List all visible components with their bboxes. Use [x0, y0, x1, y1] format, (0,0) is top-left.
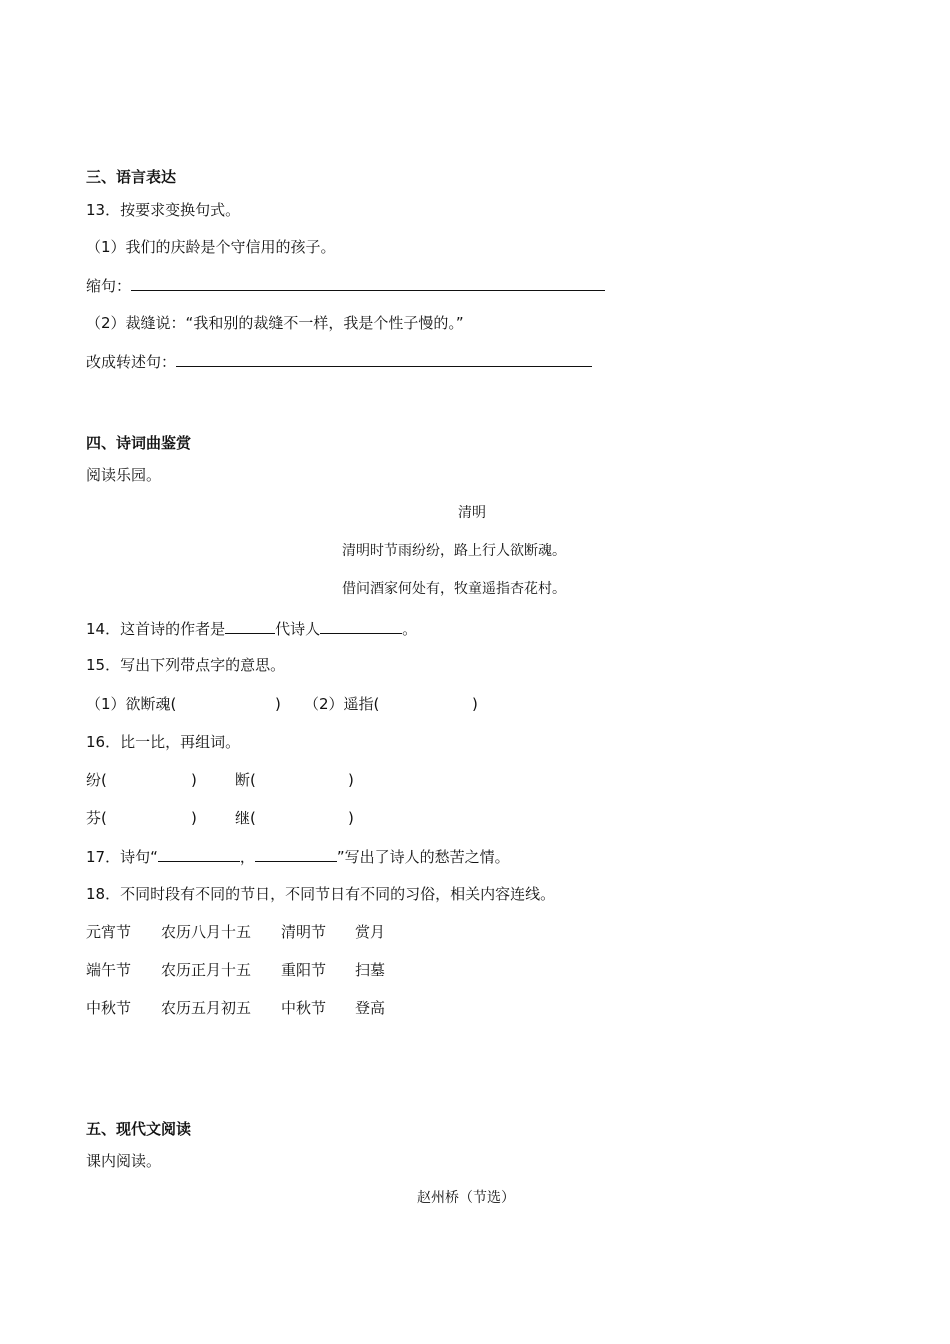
q17-blank-1 [158, 846, 240, 862]
reading-intro: 阅读乐园。 [86, 466, 162, 484]
q16-char-3: 芬( [86, 809, 107, 827]
q17-blank-2 [255, 846, 337, 862]
table-cell: 登高 [355, 999, 386, 1017]
q14-text-post: 。 [402, 620, 418, 638]
q15-item-1-close: ) [275, 695, 281, 713]
table-cell: 端午节 [86, 961, 132, 979]
question-13-part-2: （2）裁缝说：“我和别的裁缝不一样，我是个性子慢的。” [86, 314, 464, 332]
question-13-part-1-answer [86, 275, 605, 296]
poem-line-2: 借问酒家何处有，牧童遥指杏花村。 [342, 581, 566, 597]
question-13: 13．按要求变换句式。 [86, 201, 241, 219]
section-heading-modern-reading: 五、现代文阅读 [86, 1120, 192, 1138]
q17-text-mid: ， [239, 848, 255, 866]
answer-blank [176, 351, 592, 367]
q17-text-post: ”写出了诗人的愁苦之情。 [336, 848, 510, 866]
question-16: 16．比一比，再组词。 [86, 733, 241, 751]
q14-text-mid: 代诗人 [275, 620, 321, 638]
table-cell: 农历五月初五 [161, 999, 252, 1017]
question-17 [86, 846, 510, 867]
poem-title: 清明 [458, 505, 486, 521]
q14-blank-dynasty [225, 618, 275, 634]
section-heading-poetry: 四、诗词曲鉴赏 [86, 434, 192, 452]
q16-char-4: 继( [235, 809, 256, 827]
poem-line-1: 清明时节雨纷纷，路上行人欲断魂。 [342, 543, 566, 559]
question-13-part-2-answer [86, 351, 592, 372]
table-cell: 中秋节 [281, 999, 327, 1017]
answer-label: 改成转述句： [86, 353, 177, 371]
q16-char-1-close: ) [191, 771, 197, 789]
q15-item-2: （2）遥指( [304, 695, 380, 713]
q16-char-3-close: ) [191, 809, 197, 827]
question-14 [86, 618, 417, 639]
passage-title: 赵州桥（节选） [417, 1190, 515, 1206]
table-cell: 农历八月十五 [161, 923, 252, 941]
reading-intro-in-class: 课内阅读。 [86, 1152, 162, 1170]
answer-blank [131, 275, 605, 291]
q14-blank-poet [320, 618, 402, 634]
table-cell: 农历正月十五 [161, 961, 252, 979]
question-13-part-1: （1）我们的庆龄是个守信用的孩子。 [86, 238, 336, 256]
q16-char-2: 断( [235, 771, 256, 789]
section-heading-language-expression: 三、语言表达 [86, 168, 177, 186]
q16-char-4-close: ) [348, 809, 354, 827]
table-cell: 赏月 [355, 923, 386, 941]
table-cell: 清明节 [281, 923, 327, 941]
q15-item-2-close: ) [472, 695, 478, 713]
question-15: 15．写出下列带点字的意思。 [86, 656, 286, 674]
question-18: 18．不同时段有不同的节日，不同节日有不同的习俗，相关内容连线。 [86, 885, 556, 903]
table-cell: 扫墓 [355, 961, 386, 979]
q16-char-2-close: ) [348, 771, 354, 789]
q17-text-pre: 17．诗句“ [86, 848, 158, 866]
table-cell: 元宵节 [86, 923, 132, 941]
q14-text-pre: 14．这首诗的作者是 [86, 620, 226, 638]
answer-label: 缩句： [86, 277, 132, 295]
q16-char-1: 纷( [86, 771, 107, 789]
q15-item-1: （1）欲断魂( [86, 695, 177, 713]
table-cell: 中秋节 [86, 999, 132, 1017]
table-cell: 重阳节 [281, 961, 327, 979]
